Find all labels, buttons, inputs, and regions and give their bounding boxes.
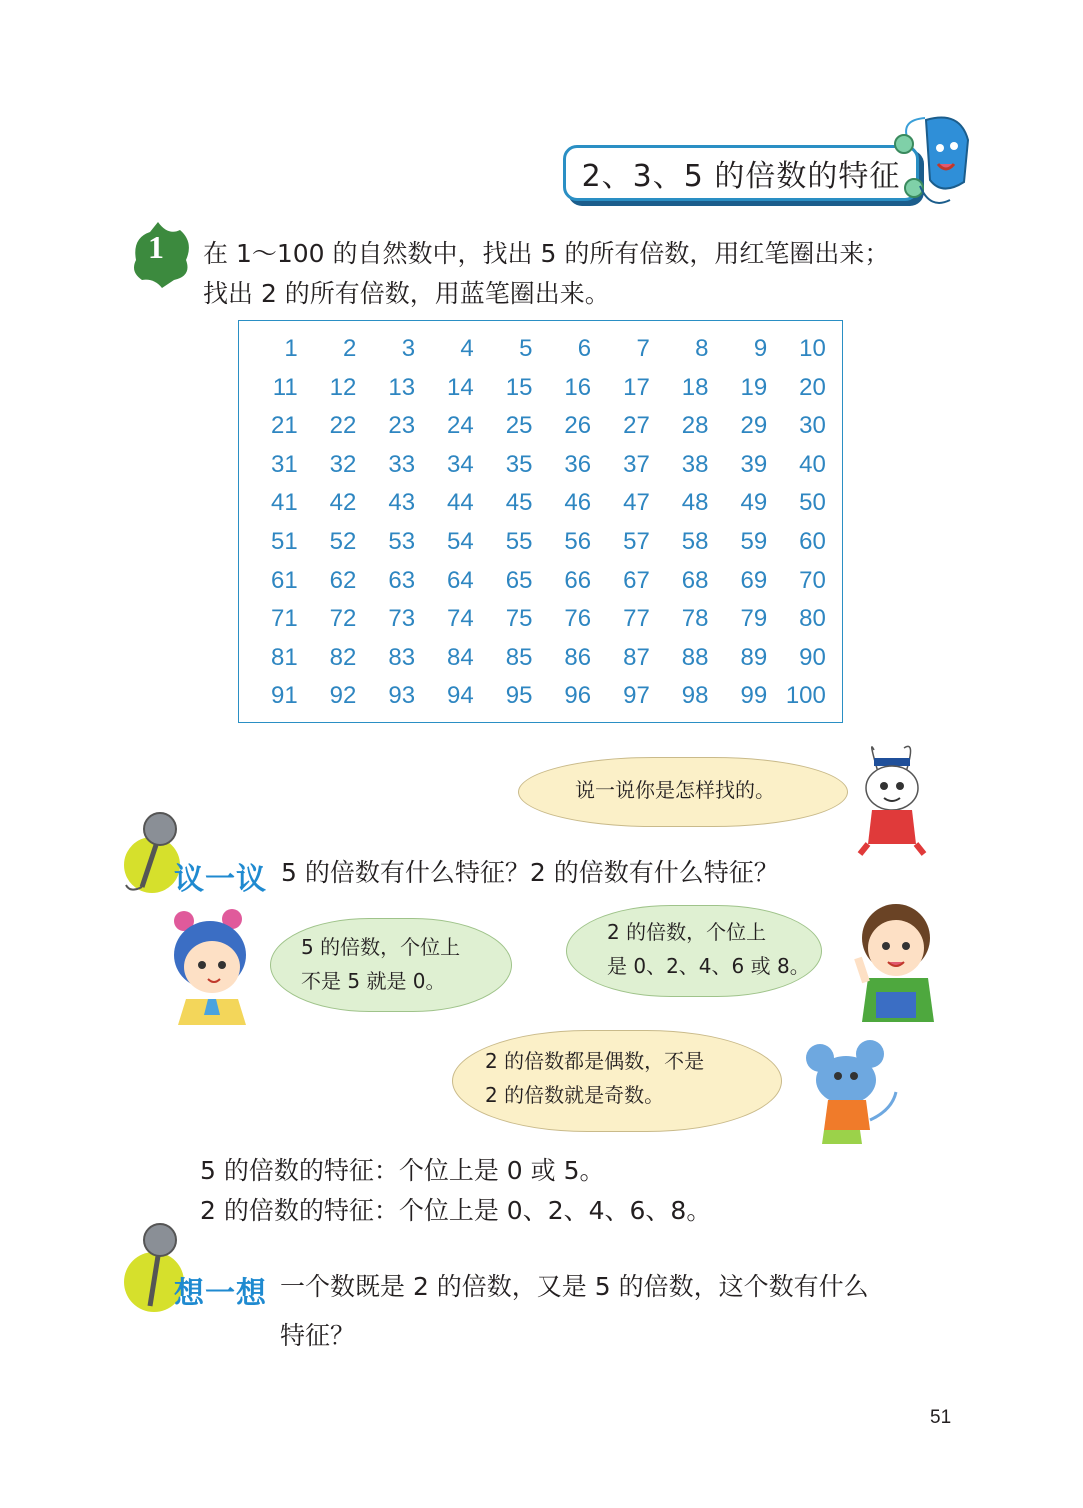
- example-number: 1: [148, 229, 164, 265]
- grid-number: 97: [623, 682, 650, 710]
- grid-number: 76: [564, 605, 592, 633]
- grid-number: 21: [270, 412, 298, 440]
- boy-bubble-line-1: 2 的倍数，个位上: [607, 920, 767, 944]
- grid-number: 72: [329, 605, 357, 633]
- discuss-label: 议一议: [174, 862, 267, 897]
- grid-number: 6: [577, 335, 592, 362]
- grid-number: 26: [564, 412, 592, 440]
- grid-number: 17: [623, 373, 650, 401]
- grid-number: 92: [329, 682, 357, 710]
- grid-number: 5: [519, 335, 533, 362]
- grid-number: 87: [623, 643, 650, 671]
- grid-number: 100: [785, 682, 826, 710]
- grid-number: 99: [740, 682, 768, 710]
- example-text-line-1: 在 1～100 的自然数中，找出 5 的所有倍数，用红笔圈出来；: [203, 239, 890, 268]
- grid-number: 27: [623, 412, 650, 440]
- rabbit-bubble-text: 说一说你是怎样找的。: [575, 778, 775, 802]
- grid-number: 18: [681, 373, 709, 401]
- think-label: 想一想: [174, 1276, 267, 1311]
- grid-row: [239, 446, 842, 484]
- grid-number: 69: [740, 566, 768, 594]
- grid-number: 79: [740, 605, 768, 633]
- grid-row: [239, 369, 842, 407]
- grid-number: 67: [623, 566, 650, 594]
- grid-row: [239, 562, 842, 600]
- grid-row: [239, 600, 842, 638]
- mouse-speech-bubble: [452, 1030, 782, 1132]
- grid-number: 38: [681, 450, 709, 478]
- discuss-question: 5 的倍数有什么特征？2 的倍数有什么特征？: [281, 858, 779, 887]
- conclusion-five: 5 的倍数的特征：个位上是 0 或 5。: [200, 1156, 605, 1185]
- grid-number: 1: [284, 335, 298, 362]
- rabbit-character-icon: [846, 742, 936, 857]
- girl-character-icon: [160, 905, 260, 1025]
- grid-number: 82: [329, 643, 357, 671]
- grid-number: 75: [505, 605, 533, 633]
- grid-number: 9: [753, 335, 768, 362]
- grid-number: 31: [270, 450, 298, 478]
- grid-number: 4: [460, 335, 474, 362]
- number-grid: [238, 320, 843, 723]
- grid-number: 30: [799, 412, 826, 440]
- grid-row: [239, 639, 842, 677]
- grid-number: 41: [270, 489, 298, 517]
- grid-number: 70: [799, 566, 826, 594]
- girl-bubble-line-2: 不是 5 就是 0。: [301, 969, 446, 993]
- think-line-2: 特征？: [280, 1321, 356, 1350]
- grid-row: [239, 677, 842, 715]
- eraser-mascot-icon: [890, 100, 980, 215]
- grid-number: 74: [447, 605, 474, 633]
- grid-number: 94: [447, 682, 474, 710]
- boy-speech-bubble: [566, 905, 822, 997]
- grid-number: 25: [505, 412, 533, 440]
- grid-row: [239, 330, 842, 368]
- grid-number: 54: [447, 528, 474, 555]
- mouse-bubble-line-2: 2 的倍数就是奇数。: [485, 1083, 665, 1107]
- grid-number: 50: [799, 489, 826, 517]
- grid-number: 84: [447, 643, 474, 671]
- grid-number: 80: [799, 605, 826, 633]
- rabbit-speech-bubble: [518, 757, 848, 827]
- section-title: 2、3、5 的倍数的特征: [563, 145, 919, 201]
- grid-rows: [239, 321, 842, 722]
- grid-number: 62: [329, 566, 357, 594]
- grid-number: 12: [329, 373, 357, 401]
- grid-number: 98: [681, 682, 709, 710]
- grid-number: 43: [388, 489, 416, 517]
- grid-number: 57: [623, 528, 650, 555]
- grid-number: 88: [681, 643, 709, 671]
- grid-number: 20: [799, 373, 826, 401]
- grid-number: 96: [564, 682, 592, 710]
- think-line-1: 一个数既是 2 的倍数，又是 5 的倍数，这个数有什么: [280, 1272, 869, 1301]
- grid-number: 55: [505, 528, 533, 555]
- grid-number: 24: [447, 412, 474, 440]
- grid-number: 3: [401, 335, 416, 362]
- grid-number: 28: [681, 412, 709, 440]
- grid-number: 37: [623, 450, 650, 478]
- grid-number: 44: [447, 489, 474, 517]
- grid-number: 95: [505, 682, 533, 710]
- grid-number: 81: [270, 643, 298, 671]
- grid-number: 61: [270, 566, 298, 594]
- conclusion-two: 2 的倍数的特征：个位上是 0、2、4、6、8。: [200, 1196, 712, 1225]
- grid-number: 64: [447, 566, 474, 594]
- grid-number: 16: [564, 373, 592, 401]
- grid-number: 83: [388, 643, 416, 671]
- grid-number: 56: [564, 528, 592, 555]
- grid-number: 48: [681, 489, 709, 517]
- boy-bubble-line-2: 是 0、2、4、6 或 8。: [607, 954, 810, 978]
- grid-number: 59: [740, 528, 768, 555]
- grid-number: 85: [505, 643, 533, 671]
- grid-number: 8: [695, 335, 709, 362]
- grid-number: 34: [447, 450, 474, 478]
- grid-number: 90: [799, 643, 826, 671]
- grid-number: 45: [505, 489, 533, 517]
- grid-number: 66: [564, 566, 592, 594]
- grid-number: 2: [343, 335, 357, 362]
- grid-number: 14: [447, 373, 474, 401]
- grid-number: 86: [564, 643, 592, 671]
- grid-number: 73: [388, 605, 416, 633]
- grid-number: 68: [681, 566, 709, 594]
- grid-number: 15: [505, 373, 533, 401]
- grid-number: 52: [329, 528, 357, 555]
- grid-number: 77: [623, 605, 650, 633]
- grid-number: 78: [681, 605, 709, 633]
- grid-number: 42: [329, 489, 357, 517]
- mouse-bubble-line-1: 2 的倍数都是偶数，不是: [485, 1049, 705, 1073]
- grid-number: 47: [623, 489, 650, 517]
- grid-number: 33: [388, 450, 416, 478]
- page-number: 51: [930, 1407, 952, 1428]
- grid-number: 7: [636, 335, 650, 362]
- grid-number: 10: [799, 335, 826, 362]
- girl-speech-bubble: [270, 918, 512, 1012]
- grid-number: 49: [740, 489, 768, 517]
- girl-bubble-line-1: 5 的倍数，个位上: [301, 935, 461, 959]
- grid-row: [239, 523, 842, 561]
- grid-number: 40: [799, 450, 826, 478]
- grid-number: 32: [329, 450, 357, 478]
- grid-number: 13: [388, 373, 416, 401]
- grid-number: 65: [505, 566, 533, 594]
- grid-number: 63: [388, 566, 416, 594]
- grid-number: 89: [740, 643, 768, 671]
- grid-row: [239, 407, 842, 445]
- grid-number: 29: [740, 412, 768, 440]
- grid-number: 46: [564, 489, 592, 517]
- grid-number: 35: [505, 450, 533, 478]
- grid-number: 93: [388, 682, 416, 710]
- grid-number: 22: [329, 412, 357, 440]
- grid-number: 36: [564, 450, 592, 478]
- grid-number: 11: [272, 373, 298, 401]
- grid-number: 23: [388, 412, 416, 440]
- grid-number: 39: [740, 450, 768, 478]
- boy-character-icon: [848, 898, 940, 1028]
- mouse-character-icon: [800, 1040, 900, 1150]
- grid-number: 91: [270, 682, 298, 710]
- grid-number: 71: [270, 605, 298, 633]
- grid-number: 51: [270, 528, 298, 555]
- grid-number: 19: [740, 373, 768, 401]
- grid-number: 60: [799, 528, 826, 555]
- grid-number: 58: [681, 528, 709, 555]
- example-text-line-2: 找出 2 的所有倍数，用蓝笔圈出来。: [203, 279, 610, 308]
- grid-number: 53: [388, 528, 416, 555]
- grid-row: [239, 484, 842, 522]
